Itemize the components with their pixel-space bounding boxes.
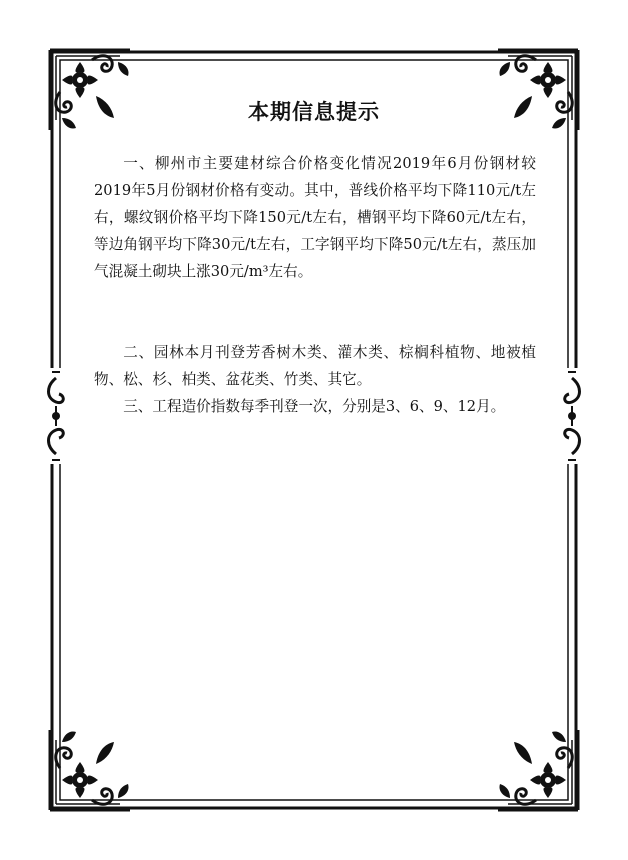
document-body: [94, 150, 536, 420]
bottom-left-corner-ornament-icon: [50, 730, 130, 810]
paragraph-cost-index: 三、工程造价指数每季刊登一次，分别是3、6、9、12月。: [123, 398, 506, 415]
paragraph-landscaping: 二、园林本月刊登芳香树木类、灌木类、棕榈科植物、地被植物、松、杉、柏类、盆花类、竹类、其它。: [94, 344, 536, 388]
bottom-right-corner-ornament-icon: [498, 730, 578, 810]
document-title: 本期信息提示: [248, 99, 380, 124]
paragraph-material-prices: 一、柳州市主要建材综合价格变化情况2019年6月份钢材较2019年5月份钢材价格有变动。其中，普线价格平均下降110元/t左右，螺纹钢价格平均下降150元/t左右，槽钢平均下降60元/t左右，等边角钢平均下降30元/t左右，工字钢平均下降50元/t左右，蒸压加气混凝土砌块上涨30元/m³左右。: [94, 155, 536, 280]
